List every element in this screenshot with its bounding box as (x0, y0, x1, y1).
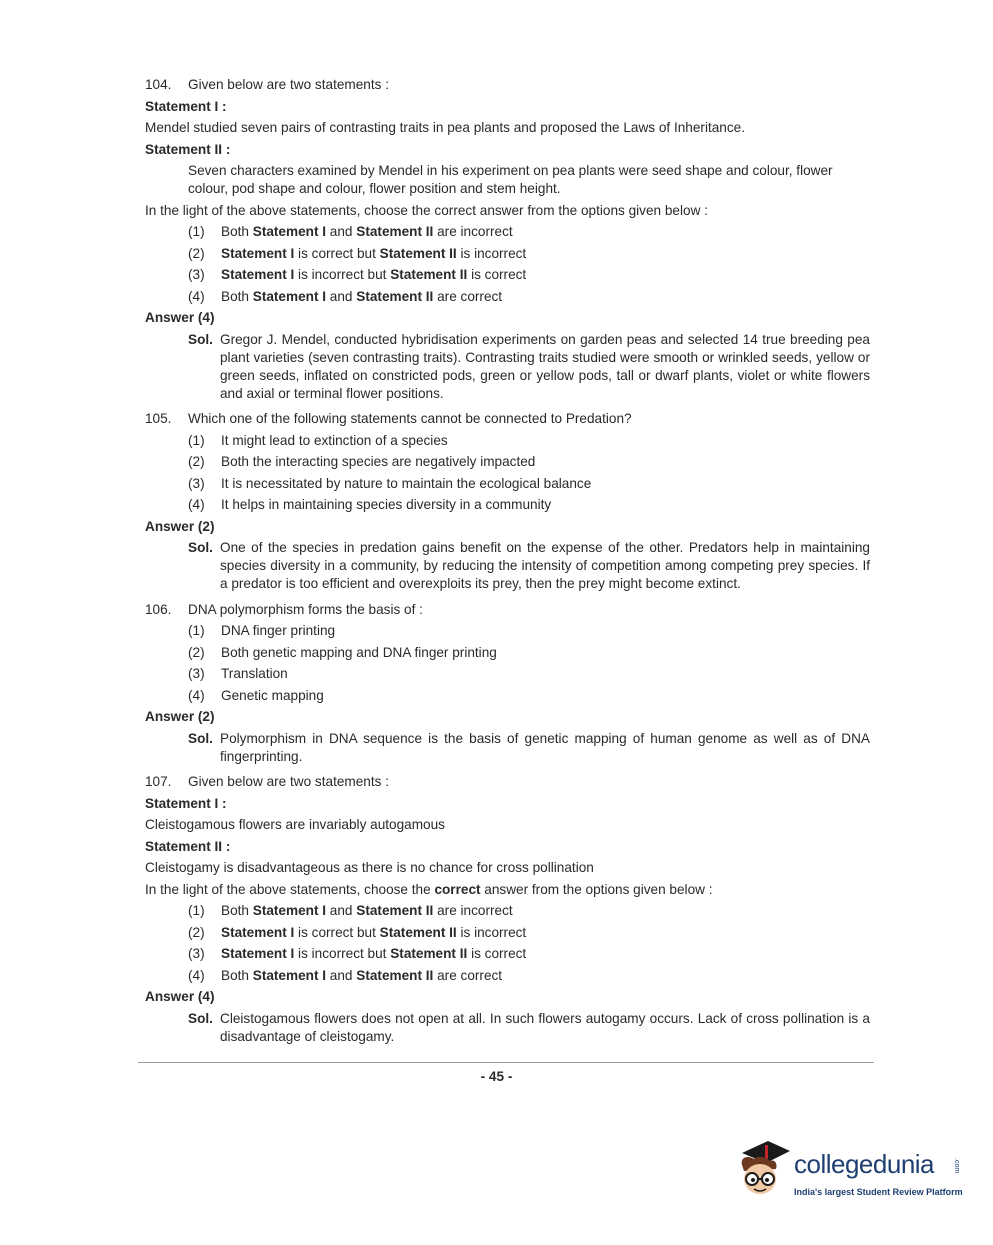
solution-text: Cleistogamous flowers does not open at all. In such flowers autogamy occurs. Lack of cross pollination is a disadvantage of cleistogamy. (220, 1010, 870, 1044)
option-2 (188, 245, 870, 263)
option-text: Translation (221, 666, 288, 681)
solution-label: Sol. (188, 540, 213, 555)
option-2 (188, 644, 870, 662)
question-prompt: In the light of the above statements, choose the correct answer from the options given below : (145, 202, 708, 218)
prompt-bold: correct (434, 881, 481, 897)
solution-text: Polymorphism in DNA sequence is the basis of genetic mapping of human genome as well as of DNA fingerprinting. (220, 730, 870, 764)
option-number: (4) (188, 497, 205, 512)
brand-tagline: India's largest Student Review Platform (794, 1187, 963, 1197)
question-intro: Given below are two statements : (188, 77, 389, 92)
option-bold: Statement II (356, 288, 434, 304)
option-text: and (326, 224, 357, 239)
prompt-text: In the light of the above statements, choose the (145, 881, 435, 897)
option-3 (188, 665, 870, 683)
statement-1-text: Cleistogamous flowers are invariably autogamous (145, 817, 445, 832)
statement-1-text: Mendel studied seven pairs of contrasting traits in pea plants and proposed the Laws of Inheritance. (145, 120, 746, 135)
option-text: Both (221, 903, 253, 918)
option-bold: Statement II (390, 946, 468, 961)
answer: Answer (4) (145, 989, 215, 1004)
option-1 (188, 622, 870, 640)
brand-suffix: .com (953, 1158, 960, 1174)
question-105 (145, 410, 870, 593)
option-number: (4) (188, 288, 205, 304)
option-bold: Statement II (356, 967, 434, 983)
option-3 (188, 945, 870, 963)
option-number: (3) (188, 267, 205, 282)
question-intro: Which one of the following statements cannot be connected to Predation? (188, 411, 632, 426)
option-text: Genetic mapping (221, 687, 324, 703)
option-number: (1) (188, 432, 205, 448)
option-text: Both (221, 288, 253, 304)
option-number: (2) (188, 245, 205, 261)
option-bold: Statement II (379, 924, 457, 940)
answer: Answer (2) (145, 518, 215, 534)
statement-2-label: Statement II : (145, 141, 231, 157)
option-text: is incorrect (456, 924, 527, 940)
option-number: (2) (188, 924, 205, 940)
question-number: 107. (145, 774, 172, 789)
option-2 (188, 924, 870, 942)
option-bold: Statement I (221, 946, 295, 961)
option-text: It might lead to extinction of a species (221, 432, 448, 448)
option-text: are incorrect (433, 224, 513, 239)
option-bold: Statement I (252, 903, 327, 918)
solution-text: One of the species in predation gains benefit on the expense of the other. Predators help in maintaining species diversity in a community, by reducing the intensity of competition among competing prey species. If a predator is too efficient and overexploits its prey, then the prey might become extinct. (220, 540, 870, 591)
question-104 (145, 76, 870, 403)
option-text: are incorrect (433, 903, 513, 918)
answer: Answer (4) (145, 310, 215, 325)
answer: Answer (2) (145, 709, 215, 724)
option-number: (2) (188, 454, 205, 469)
statement-2-text: Cleistogamy is disadvantageous as there is no chance for cross pollination (145, 860, 594, 875)
solution (188, 539, 870, 593)
option-4 (188, 496, 870, 514)
option-number: (2) (188, 644, 205, 660)
option-4 (188, 687, 870, 705)
question-intro: DNA polymorphism forms the basis of : (188, 601, 423, 617)
question-prompt (145, 881, 870, 899)
option-text: and (326, 967, 357, 983)
question-106 (145, 601, 870, 766)
option-bold: Statement II (379, 245, 457, 261)
mascot-icon (734, 1135, 792, 1210)
option-text: and (326, 903, 357, 918)
option-text: is incorrect (456, 245, 527, 261)
option-number: (3) (188, 475, 205, 491)
option-text: is correct but (294, 245, 380, 261)
solution-text: Gregor J. Mendel, conducted hybridisation experiments on garden peas and selected 14 true breeding pea plant varieties (seven contrasting traits). Contrasting traits studied were smooth or wrinkled seeds, yellow or green seeds, inflated on constricted pods, green or yellow pods, tall or dwarf plants, violet or white flowers and axial or terminal flower positions. (220, 331, 870, 401)
option-text: Both genetic mapping and DNA finger printing (221, 644, 497, 660)
option-number: (3) (188, 946, 205, 961)
brand-name: collegedunia (794, 1149, 935, 1179)
option-bold: Statement II (390, 267, 468, 282)
option-number: (4) (188, 687, 205, 703)
statement-1-label: Statement I : (145, 98, 227, 114)
option-text: is correct (467, 946, 527, 961)
solution-label: Sol. (188, 1010, 213, 1026)
statement-2-label: Statement II : (145, 838, 231, 854)
option-bold: Statement I (252, 224, 327, 239)
option-4 (188, 967, 870, 985)
page-number: - 45 - (480, 1069, 513, 1084)
option-bold: Statement I (252, 967, 327, 983)
question-number: 105. (145, 411, 172, 426)
option-bold: Statement II (356, 224, 434, 239)
option-4 (188, 288, 870, 306)
option-bold: Statement I (221, 267, 295, 282)
statement-2-text (188, 162, 870, 198)
option-text: is incorrect but (294, 946, 391, 961)
option-text: is incorrect but (294, 267, 391, 282)
solution-label: Sol. (188, 331, 213, 347)
statement-1-label: Statement I : (145, 795, 227, 811)
option-text: is correct (467, 267, 527, 282)
option-3 (188, 475, 870, 493)
statement-2-line-2: colour, pod shape and colour, flower position and stem height. (188, 181, 561, 196)
option-number: (3) (188, 666, 205, 681)
collegedunia-logo (734, 1135, 964, 1210)
option-number: (1) (188, 623, 205, 638)
option-1 (188, 432, 870, 450)
option-2 (188, 453, 870, 471)
page-content (0, 76, 993, 1049)
question-number: 104. (145, 77, 172, 92)
solution-label: Sol. (188, 730, 213, 746)
option-1 (188, 223, 870, 241)
option-bold: Statement I (252, 288, 327, 304)
option-text: are correct (433, 288, 503, 304)
option-text: It is necessitated by nature to maintain the ecological balance (221, 475, 592, 491)
option-text: Both (221, 967, 253, 983)
footer-divider (138, 1062, 874, 1063)
question-intro: Given below are two statements : (188, 774, 389, 789)
option-1 (188, 902, 870, 920)
option-bold: Statement II (356, 903, 434, 918)
solution (188, 1010, 870, 1046)
prompt-text: answer from the options given below : (480, 881, 713, 897)
question-107 (145, 773, 870, 1046)
option-3 (188, 266, 870, 284)
option-text: is correct but (294, 924, 380, 940)
option-bold: Statement I (221, 924, 295, 940)
option-text: and (326, 288, 357, 304)
option-text: Both (221, 224, 253, 239)
option-text: are correct (433, 967, 503, 983)
question-number: 106. (145, 601, 172, 617)
option-bold: Statement I (221, 245, 295, 261)
option-text: Both the interacting species are negatively impacted (221, 454, 536, 469)
option-text: DNA finger printing (221, 623, 336, 638)
statement-2-line-1: Seven characters examined by Mendel in his experiment on pea plants were seed shape and colour, flower (188, 163, 833, 178)
option-number: (1) (188, 224, 205, 239)
option-number: (1) (188, 903, 205, 918)
option-text: It helps in maintaining species diversity in a community (221, 497, 552, 512)
option-number: (4) (188, 967, 205, 983)
solution (188, 730, 870, 766)
solution (188, 331, 870, 403)
